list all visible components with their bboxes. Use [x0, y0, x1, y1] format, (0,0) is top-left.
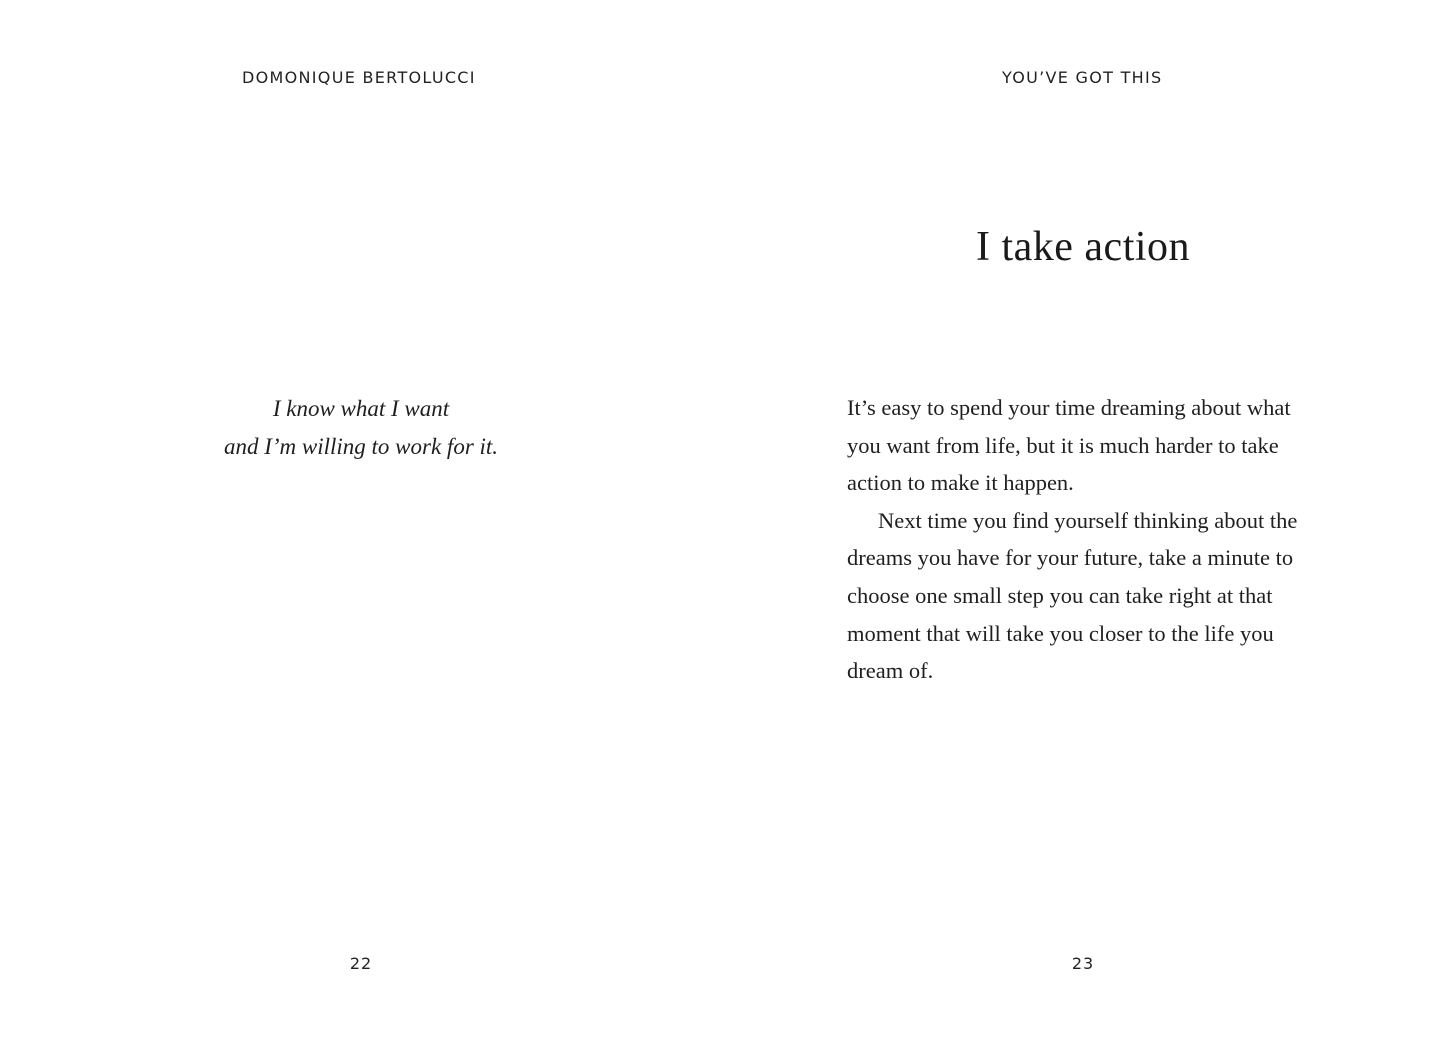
body-text	[847, 389, 1317, 690]
right-page	[722, 0, 1444, 1038]
chapter-title-text: I take action	[975, 224, 1191, 270]
affirmation-line-1: I know what I want	[272, 396, 450, 421]
page-number-right: 23	[1071, 954, 1095, 973]
running-head-author: DOMONIQUE BERTOLUCCI	[242, 68, 476, 87]
affirmation-quote	[0, 390, 722, 465]
body-paragraph-1: It’s easy to spend your time dreaming about what you want from life, but it is much harder to take action to make it happen.	[847, 395, 1291, 496]
affirmation-line-2: and I’m willing to work for it.	[223, 433, 499, 459]
page-number-left: 22	[349, 954, 373, 973]
running-head-book-title: YOU’VE GOT THIS	[1002, 68, 1163, 87]
left-page	[0, 0, 722, 1038]
chapter-title	[722, 219, 1444, 275]
body-paragraph-2: Next time you find yourself thinking about the dreams you have for your future, take a minute to choose one small step you can take right at that moment that will take you closer to the life you dream of.	[847, 507, 1298, 684]
